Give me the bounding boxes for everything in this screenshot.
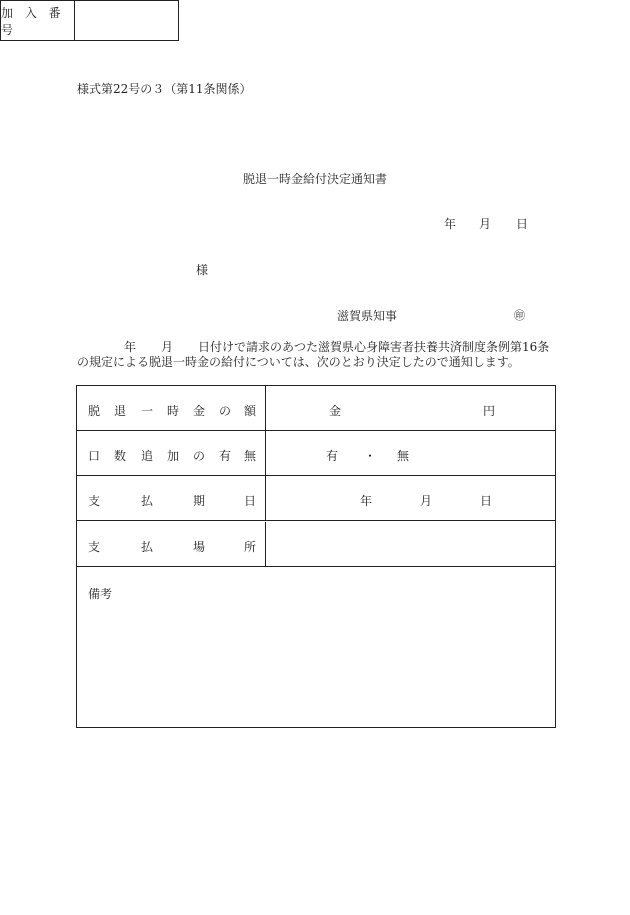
member-number-label: 加 入 番 号 [1,1,75,40]
label-char: 追 [141,449,154,463]
value-part: 有 [326,449,339,463]
value-part: 金 [329,404,342,418]
table-row [77,476,555,521]
label-char: 金 [193,404,206,418]
label-char: 無 [244,449,257,463]
label-char: 加 [167,449,180,463]
member-number-value[interactable] [75,1,178,40]
date-line [444,218,528,230]
body-rest: 日付けで請求のあつた滋賀県心身障害者扶養共済制度条例第16条の規定による脱退一時金の給付については、次のとおり決定したので通知します。 [77,340,550,369]
label-char: 支 [88,540,101,554]
row-label-payment-date [77,476,266,520]
row-label-payment-place [77,522,266,566]
addressee-suffix: 様 [196,263,209,277]
table-row [77,522,555,567]
label-char: 期 [193,494,206,508]
details-table [76,385,556,728]
remarks-label: 備考 [88,587,113,601]
row-label-additional [77,431,266,475]
body-month: 月 [161,340,174,354]
label-char: の [219,404,232,418]
document-title: 脱退一時金給付決定通知書 [243,172,388,186]
value-part: 無 [397,449,410,463]
table-row [77,386,555,431]
label-char: 脱 [88,404,101,418]
label-char: の [193,449,206,463]
label-char: 支 [88,494,101,508]
row-label-amount [77,386,266,430]
label-char: 払 [141,494,154,508]
label-char: 所 [244,540,257,554]
value-part: 日 [480,494,493,508]
value-part: 円 [483,404,496,418]
label-char: 時 [167,404,180,418]
seal-mark: ㊞ [514,309,525,322]
body-text [77,340,557,370]
member-number-box [0,0,179,41]
value-part: 年 [360,494,373,508]
label-char: 日 [244,494,257,508]
label-char: 数 [114,449,127,463]
date-year: 年 [444,217,457,231]
form-number: 様式第22号の３（第11条関係） [77,82,252,96]
label-char: 額 [244,404,257,418]
value-part: ・ [364,449,377,463]
date-month: 月 [479,217,492,231]
value-part: 月 [420,494,433,508]
label-char: 払 [141,540,154,554]
body-year: 年 [124,340,137,354]
label-char: 有 [219,449,232,463]
label-char: 口 [88,449,101,463]
label-char: 場 [193,540,206,554]
label-char: 一 [141,404,154,418]
date-day: 日 [516,217,529,231]
issuer: 滋賀県知事 [337,309,398,323]
table-row [77,431,555,476]
label-char: 退 [114,404,127,418]
